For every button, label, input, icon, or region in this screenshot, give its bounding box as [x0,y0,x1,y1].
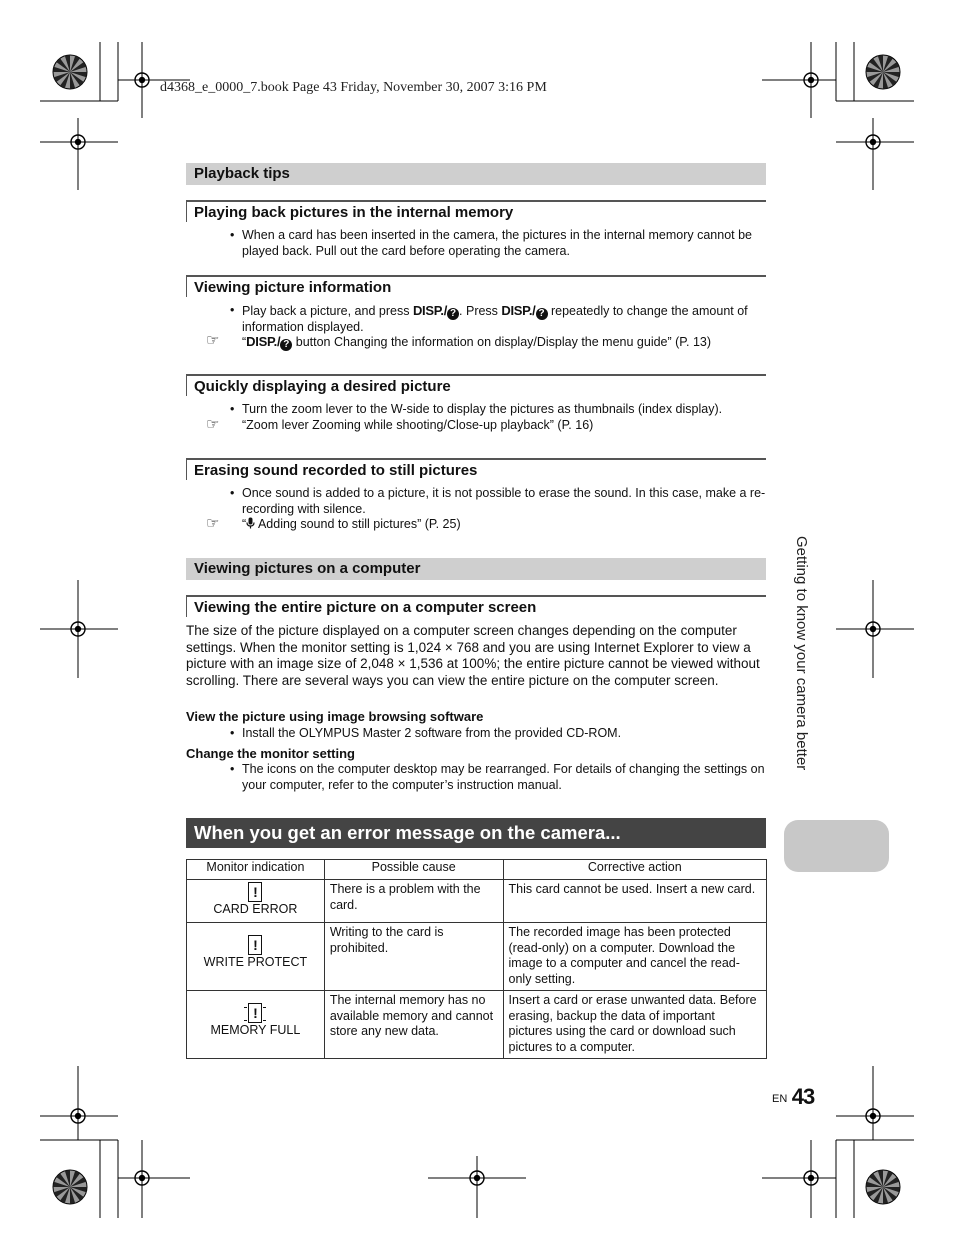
bullet-icon: • [230,303,235,317]
disp-button-label: DISP./ [501,303,536,318]
indication-label: MEMORY FULL [210,1023,301,1037]
chapter-side-text: Getting to know your camera better [793,536,810,771]
table-row [187,923,767,991]
error-section-title: When you get an error message on the camera... [194,822,621,843]
bullet-text: Once sound is added to a picture, it is not possible to erase the sound. In this case, make a re-recording with silence. [242,486,766,516]
action-cell: Insert a card or erase unwanted data. Before erasing, backup the data of important pictures using the card or download such pictures to a computer. [503,991,766,1059]
bullet-item [230,726,766,742]
monitor-indication-cell [187,923,325,991]
bullet-icon: • [230,228,235,242]
section-title: Playback tips [194,165,290,182]
table-header-row [187,860,767,880]
bullet-icon: • [230,726,235,740]
pointing-hand-icon: ☞ [206,332,220,349]
language-code: EN [772,1093,788,1105]
help-icon: ? [447,308,459,320]
indication-label: CARD ERROR [213,902,298,916]
subheading-viewing-info [186,275,766,299]
reference-text: “ Adding sound to still pictures” (P. 25) [242,517,461,531]
chapter-thumb-tab [784,820,889,872]
cause-cell: There is a problem with the card. [324,880,503,923]
method-heading: View the picture using image browsing software [186,709,484,724]
subheading-erase-sound [186,458,766,482]
card-error-icon: ! [248,882,262,902]
subheading-quick-display [186,374,766,398]
error-table [186,859,767,1059]
disp-button-label: DISP./ [246,334,281,349]
disp-button-label: DISP./ [412,303,448,318]
section-bar-playback-tips [186,163,766,185]
bullet-text: Play back a picture, and press DISP./ ? . Press DISP./ ? repeatedly to change the amount of information displayed. [242,303,748,334]
print-header: d4368_e_0000_7.book Page 43 Friday, November 30, 2007 3:16 PM [160,80,547,95]
memory-full-icon: ! [248,1003,262,1023]
bullet-item [230,486,766,517]
bullet-icon: • [230,486,235,500]
bullet-text: Install the OLYMPUS Master 2 software from the provided CD-ROM. [242,726,622,740]
subheading-title: Erasing sound recorded to still pictures [194,462,478,479]
action-cell: This card cannot be used. Insert a new card. [503,880,766,923]
monitor-indication-cell [187,991,325,1059]
column-header: Monitor indication [187,860,325,880]
bullet-icon: • [230,762,235,776]
method-heading: Change the monitor setting [186,746,355,761]
bullet-item [230,303,766,336]
bullet-item [230,228,766,259]
section-bar-computer [186,558,766,580]
subheading-internal-memory [186,200,766,224]
microphone-icon [246,517,255,529]
body-paragraph: The size of the picture displayed on a computer screen changes depending on the computer settings. When the monitor setting is 1,024 × 768 and you are using Internet Explorer to view a picture with an image size of 2,048 × 1,536 at 100%; the entire picture cannot be viewed without scrolling. There are several ways you can view the entire picture on the computer screen. [186,623,760,688]
cause-cell: The internal memory has no available memory and cannot store any new data. [324,991,503,1059]
subheading-title: Playing back pictures in the internal memory [194,204,514,221]
help-icon: ? [280,339,292,351]
column-header: Corrective action [503,860,766,880]
reference-text: “Zoom lever Zooming while shooting/Close-up playback” (P. 16) [242,418,594,432]
bullet-text: Turn the zoom lever to the W-side to display the pictures as thumbnails (index display). [242,402,723,416]
error-section-banner [186,818,766,848]
chapter-side-label [790,536,810,816]
bullet-text: The icons on the computer desktop may be rearranged. For details of changing the settings on your computer, refer to the computer’s instruction manual. [242,762,765,792]
subheading-title: Viewing the entire picture on a computer screen [194,599,537,616]
subheading-entire-picture [186,595,766,619]
cause-cell: Writing to the card is prohibited. [324,923,503,991]
table-row [187,991,767,1059]
bullet-item [230,402,766,418]
subheading-title: Quickly displaying a desired picture [194,378,451,395]
section-title: Viewing pictures on a computer [194,560,421,577]
pointing-hand-icon: ☞ [206,416,220,433]
action-cell: The recorded image has been protected (read-only) on a computer. Download the image to a computer and cancel the read-only setting. [503,923,766,991]
table-row [187,880,767,923]
indication-label: WRITE PROTECT [203,955,308,969]
column-header: Possible cause [324,860,503,880]
monitor-indication-cell [187,880,325,923]
bullet-text: When a card has been inserted in the camera, the pictures in the internal memory cannot be played back. Pull out the card before operating the camera. [242,228,753,258]
bullet-icon: • [230,402,235,416]
pointing-hand-icon: ☞ [206,515,220,532]
subheading-title: Viewing picture information [194,279,392,296]
write-protect-icon: ! [248,935,262,955]
page-number-value: 43 [791,1084,815,1109]
page-number [772,1084,814,1110]
help-icon: ? [536,308,548,320]
reference-text: “DISP./ ? button Changing the information on display/Display the menu guide” (P. 13) [242,334,712,350]
bullet-item [230,762,766,793]
